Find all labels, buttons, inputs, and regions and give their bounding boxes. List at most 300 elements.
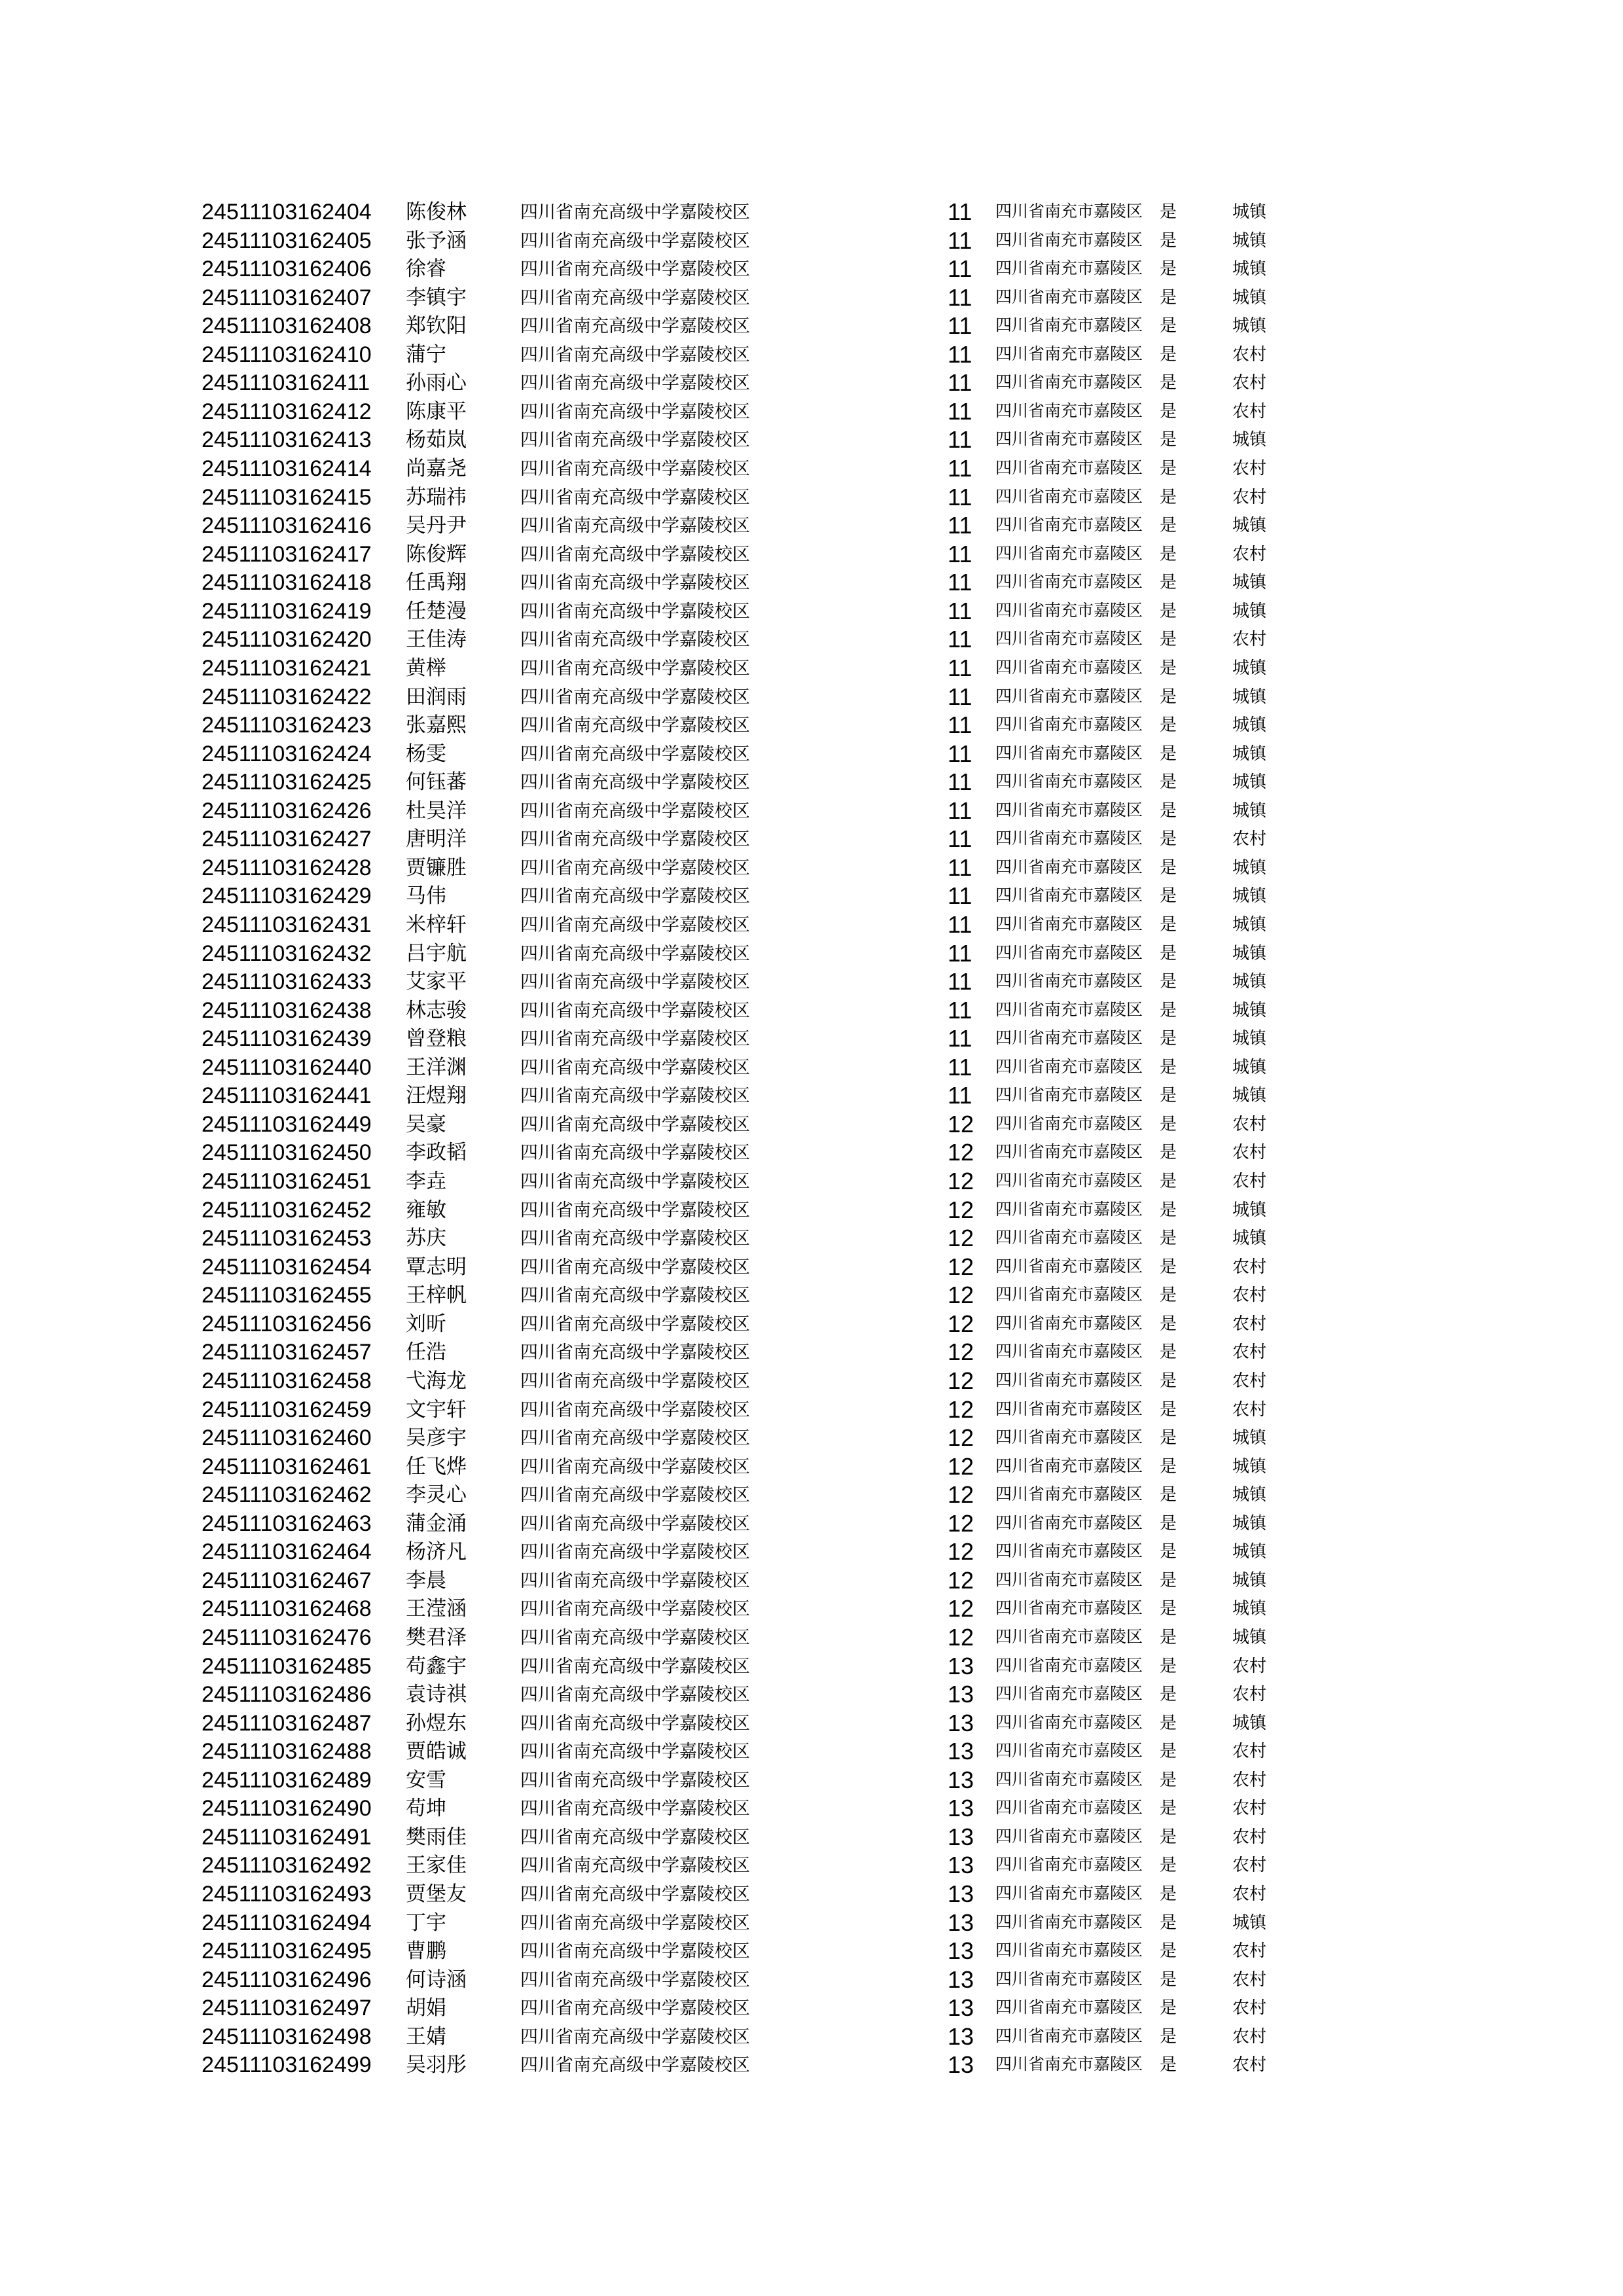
residence-type-cell: 农村 <box>1232 459 1267 478</box>
district-cell: 四川省南充市嘉陵区 <box>995 1856 1143 1874</box>
district-cell: 四川省南充市嘉陵区 <box>995 1770 1143 1789</box>
student-name-cell: 马伟 <box>406 884 446 908</box>
student-name-cell: 苏瑞祎 <box>406 485 467 509</box>
grade-cell: 12 <box>948 1282 974 1309</box>
student-name-cell: 孙雨心 <box>406 371 467 395</box>
exam-number-cell: 24511103162425 <box>202 770 372 795</box>
district-cell: 四川省南充市嘉陵区 <box>995 1086 1143 1105</box>
student-name-cell: 胡娟 <box>406 1996 446 2020</box>
residence-type-cell: 城镇 <box>1232 886 1267 906</box>
exam-number-cell: 24511103162423 <box>202 713 372 738</box>
district-cell: 四川省南充市嘉陵区 <box>995 1429 1143 1447</box>
enrolled-flag-cell: 是 <box>1160 829 1177 849</box>
district-cell: 四川省南充市嘉陵区 <box>995 459 1143 478</box>
table-row <box>0 1851 1623 1880</box>
grade-cell: 11 <box>948 569 972 596</box>
exam-number-cell: 24511103162411 <box>202 370 370 396</box>
district-cell: 四川省南充市嘉陵区 <box>995 516 1143 535</box>
school-cell: 四川省南充高级中学嘉陵校区 <box>520 430 750 450</box>
grade-cell: 11 <box>948 996 972 1024</box>
district-cell: 四川省南充市嘉陵区 <box>995 1913 1143 1931</box>
district-cell: 四川省南充市嘉陵区 <box>995 887 1143 905</box>
table-row <box>0 654 1623 683</box>
residence-type-cell: 农村 <box>1232 2055 1267 2075</box>
exam-number-cell: 24511103162457 <box>202 1340 372 1365</box>
exam-number-cell: 24511103162431 <box>202 912 372 937</box>
grade-cell: 11 <box>948 1082 972 1109</box>
enrolled-flag-cell: 是 <box>1160 658 1177 677</box>
enrolled-flag-cell: 是 <box>1160 1998 1177 2018</box>
district-cell: 四川省南充市嘉陵区 <box>995 1543 1143 1561</box>
table-row <box>0 1594 1623 1623</box>
district-cell: 四川省南充市嘉陵区 <box>995 545 1143 563</box>
enrolled-flag-cell: 是 <box>1160 1799 1177 1818</box>
school-cell: 四川省南充高级中学嘉陵校区 <box>520 202 750 222</box>
table-row <box>0 1880 1623 1909</box>
residence-type-cell: 城镇 <box>1232 1200 1267 1219</box>
exam-number-cell: 24511103162438 <box>202 997 372 1023</box>
enrolled-flag-cell: 是 <box>1160 1428 1177 1448</box>
exam-number-cell: 24511103162414 <box>202 456 372 482</box>
student-name-cell: 张嘉熙 <box>406 713 467 737</box>
exam-number-cell: 24511103162450 <box>202 1140 372 1166</box>
grade-cell: 13 <box>948 1709 974 1736</box>
table-row <box>0 967 1623 996</box>
district-cell: 四川省南充市嘉陵区 <box>995 573 1143 592</box>
enrolled-flag-cell: 是 <box>1160 1599 1177 1619</box>
table-row <box>0 1823 1623 1852</box>
student-name-cell: 田润雨 <box>406 685 467 708</box>
exam-number-cell: 24511103162467 <box>202 1568 372 1593</box>
table-row <box>0 1395 1623 1424</box>
residence-type-cell: 城镇 <box>1232 1542 1267 1562</box>
enrolled-flag-cell: 是 <box>1160 1827 1177 1846</box>
enrolled-flag-cell: 是 <box>1160 373 1177 393</box>
district-cell: 四川省南充市嘉陵区 <box>995 773 1143 791</box>
grade-cell: 12 <box>948 1310 974 1337</box>
district-cell: 四川省南充市嘉陵区 <box>995 858 1143 876</box>
enrolled-flag-cell: 是 <box>1160 1770 1177 1789</box>
exam-number-cell: 24511103162441 <box>202 1083 372 1109</box>
residence-type-cell: 农村 <box>1232 1969 1267 1989</box>
enrolled-flag-cell: 是 <box>1160 459 1177 478</box>
table-row <box>0 1167 1623 1196</box>
enrolled-flag-cell: 是 <box>1160 1656 1177 1676</box>
grade-cell: 12 <box>948 1595 974 1623</box>
school-cell: 四川省南充高级中学嘉陵校区 <box>520 1742 750 1762</box>
table-row <box>0 1138 1623 1167</box>
residence-type-cell: 农村 <box>1232 1285 1267 1305</box>
student-name-cell: 安雪 <box>406 1768 446 1791</box>
table-row <box>0 1281 1623 1310</box>
table-row <box>0 1794 1623 1823</box>
grade-cell: 13 <box>948 2022 974 2050</box>
residence-type-cell: 城镇 <box>1232 287 1267 307</box>
exam-number-cell: 24511103162476 <box>202 1625 372 1650</box>
table-row <box>0 625 1623 654</box>
student-name-cell: 吕宇航 <box>406 941 467 965</box>
school-cell: 四川省南充高级中学嘉陵校区 <box>520 1770 750 1790</box>
table-row <box>0 1110 1623 1139</box>
school-cell: 四川省南充高级中学嘉陵校区 <box>520 544 750 564</box>
residence-type-cell: 农村 <box>1232 1371 1267 1390</box>
residence-type-cell: 城镇 <box>1232 943 1267 963</box>
table-row <box>0 226 1623 255</box>
exam-number-cell: 24511103162497 <box>202 1996 372 2021</box>
enrolled-flag-cell: 是 <box>1160 230 1177 250</box>
student-name-cell: 樊君泽 <box>406 1626 467 1649</box>
grade-cell: 13 <box>948 1795 974 1822</box>
enrolled-flag-cell: 是 <box>1160 687 1177 706</box>
school-cell: 四川省南充高级中学嘉陵校区 <box>520 829 750 850</box>
exam-number-cell: 24511103162406 <box>202 257 372 282</box>
student-name-cell: 林志骏 <box>406 998 467 1022</box>
table-row <box>0 1680 1623 1709</box>
student-name-cell: 雍敏 <box>406 1198 446 1221</box>
residence-type-cell: 城镇 <box>1232 1599 1267 1619</box>
exam-number-cell: 24511103162417 <box>202 541 372 567</box>
enrolled-flag-cell: 是 <box>1160 772 1177 792</box>
student-name-cell: 米梓轩 <box>406 913 467 936</box>
table-row <box>0 797 1623 825</box>
residence-type-cell: 城镇 <box>1232 430 1267 450</box>
grade-cell: 13 <box>948 1909 974 1936</box>
student-name-cell: 任禹翔 <box>406 571 467 594</box>
grade-cell: 11 <box>948 768 972 796</box>
exam-number-cell: 24511103162432 <box>202 941 372 966</box>
enrolled-flag-cell: 是 <box>1160 2026 1177 2046</box>
school-cell: 四川省南充高级中学嘉陵校区 <box>520 886 750 906</box>
grade-cell: 11 <box>948 911 972 938</box>
exam-number-cell: 24511103162454 <box>202 1254 372 1280</box>
enrolled-flag-cell: 是 <box>1160 857 1177 877</box>
school-cell: 四川省南充高级中学嘉陵校区 <box>520 1257 750 1277</box>
exam-number-cell: 24511103162485 <box>202 1653 372 1679</box>
table-row <box>0 939 1623 968</box>
enrolled-flag-cell: 是 <box>1160 544 1177 564</box>
student-name-cell: 任飞烨 <box>406 1454 467 1478</box>
school-cell: 四川省南充高级中学嘉陵校区 <box>520 1685 750 1705</box>
table-row <box>0 853 1623 882</box>
exam-number-cell: 24511103162449 <box>202 1111 372 1137</box>
enrolled-flag-cell: 是 <box>1160 886 1177 906</box>
student-name-cell: 尚嘉尧 <box>406 457 467 480</box>
grade-cell: 11 <box>948 312 972 340</box>
school-cell: 四川省南充高级中学嘉陵校区 <box>520 943 750 963</box>
residence-type-cell: 农村 <box>1232 1172 1267 1191</box>
table-row <box>0 1537 1623 1566</box>
district-cell: 四川省南充市嘉陵区 <box>995 687 1143 706</box>
school-cell: 四川省南充高级中学嘉陵校区 <box>520 1799 750 1819</box>
district-cell: 四川省南充市嘉陵区 <box>995 1514 1143 1532</box>
student-name-cell: 贾堡友 <box>406 1882 467 1906</box>
table-row <box>0 568 1623 597</box>
exam-number-cell: 24511103162415 <box>202 484 372 510</box>
grade-cell: 13 <box>948 2051 974 2079</box>
residence-type-cell: 农村 <box>1232 544 1267 564</box>
district-cell: 四川省南充市嘉陵区 <box>995 288 1143 306</box>
student-name-cell: 王滢涵 <box>406 1597 467 1621</box>
enrolled-flag-cell: 是 <box>1160 1969 1177 1989</box>
district-cell: 四川省南充市嘉陵区 <box>995 716 1143 734</box>
table-row <box>0 483 1623 512</box>
school-cell: 四川省南充高级中学嘉陵校区 <box>520 1827 750 1847</box>
student-name-cell: 李政韬 <box>406 1141 467 1164</box>
residence-type-cell: 城镇 <box>1232 658 1267 677</box>
grade-cell: 11 <box>948 483 972 511</box>
table-row <box>0 1452 1623 1481</box>
table-row <box>0 255 1623 283</box>
student-name-cell: 陈俊林 <box>406 200 467 223</box>
exam-number-cell: 24511103162404 <box>202 200 372 224</box>
district-cell: 四川省南充市嘉陵区 <box>995 1371 1143 1390</box>
residence-type-cell: 城镇 <box>1232 1485 1267 1505</box>
residence-type-cell: 农村 <box>1232 1941 1267 1961</box>
school-cell: 四川省南充高级中学嘉陵校区 <box>520 516 750 536</box>
residence-type-cell: 农村 <box>1232 1314 1267 1333</box>
grade-cell: 12 <box>948 1225 974 1252</box>
school-cell: 四川省南充高级中学嘉陵校区 <box>520 1884 750 1905</box>
student-name-cell: 任浩 <box>406 1340 446 1364</box>
residence-type-cell: 城镇 <box>1232 1229 1267 1248</box>
student-name-cell: 徐睿 <box>406 257 446 281</box>
enrolled-flag-cell: 是 <box>1160 601 1177 620</box>
student-name-cell: 王洋渊 <box>406 1055 467 1079</box>
residence-type-cell: 农村 <box>1232 344 1267 364</box>
enrolled-flag-cell: 是 <box>1160 1485 1177 1505</box>
district-cell: 四川省南充市嘉陵区 <box>995 1685 1143 1704</box>
enrolled-flag-cell: 是 <box>1160 316 1177 336</box>
table-row <box>0 1480 1623 1509</box>
enrolled-flag-cell: 是 <box>1160 1456 1177 1476</box>
grade-cell: 11 <box>948 711 972 739</box>
table-row <box>0 1737 1623 1766</box>
district-cell: 四川省南充市嘉陵区 <box>995 944 1143 962</box>
table-row <box>0 768 1623 797</box>
enrolled-flag-cell: 是 <box>1160 1856 1177 1875</box>
residence-type-cell: 农村 <box>1232 1884 1267 1904</box>
enrolled-flag-cell: 是 <box>1160 630 1177 649</box>
student-name-cell: 弋海龙 <box>406 1369 467 1392</box>
table-row <box>0 1053 1623 1082</box>
district-cell: 四川省南充市嘉陵区 <box>995 2056 1143 2074</box>
table-row <box>0 1623 1623 1652</box>
grade-cell: 12 <box>948 1110 974 1138</box>
table-row <box>0 1965 1623 1994</box>
exam-number-cell: 24511103162492 <box>202 1853 372 1878</box>
grade-cell: 13 <box>948 1738 974 1765</box>
school-cell: 四川省南充高级中学嘉陵校区 <box>520 1485 750 1505</box>
exam-number-cell: 24511103162412 <box>202 399 372 424</box>
residence-type-cell: 城镇 <box>1232 1912 1267 1932</box>
exam-number-cell: 24511103162426 <box>202 798 372 823</box>
district-cell: 四川省南充市嘉陵区 <box>995 317 1143 335</box>
exam-number-cell: 24511103162463 <box>202 1511 372 1536</box>
exam-number-cell: 24511103162498 <box>202 2024 372 2049</box>
exam-number-cell: 24511103162486 <box>202 1682 372 1708</box>
exam-number-cell: 24511103162458 <box>202 1368 372 1393</box>
enrolled-flag-cell: 是 <box>1160 1086 1177 1105</box>
school-cell: 四川省南充高级中学嘉陵校区 <box>520 1172 750 1192</box>
exam-number-cell: 24511103162433 <box>202 969 372 995</box>
residence-type-cell: 城镇 <box>1232 1086 1267 1105</box>
school-cell: 四川省南充高级中学嘉陵校区 <box>520 287 750 308</box>
school-cell: 四川省南充高级中学嘉陵校区 <box>520 259 750 279</box>
district-cell: 四川省南充市嘉陵区 <box>995 374 1143 392</box>
enrolled-flag-cell: 是 <box>1160 1200 1177 1219</box>
district-cell: 四川省南充市嘉陵区 <box>995 658 1143 677</box>
table-row <box>0 1994 1623 2022</box>
district-cell: 四川省南充市嘉陵区 <box>995 1115 1143 1133</box>
student-name-cell: 覃志明 <box>406 1255 467 1278</box>
school-cell: 四川省南充高级中学嘉陵校区 <box>520 1856 750 1876</box>
grade-cell: 12 <box>948 1168 974 1195</box>
school-cell: 四川省南充高级中学嘉陵校区 <box>520 1969 750 1990</box>
exam-number-cell: 24511103162455 <box>202 1283 372 1308</box>
student-name-cell: 李镇宇 <box>406 285 467 309</box>
table-row <box>0 1566 1623 1595</box>
district-cell: 四川省南充市嘉陵区 <box>995 1486 1143 1504</box>
enrolled-flag-cell: 是 <box>1160 972 1177 992</box>
exam-number-cell: 24511103162428 <box>202 855 372 880</box>
residence-type-cell: 城镇 <box>1232 1000 1267 1020</box>
student-name-cell: 孙煜东 <box>406 1711 467 1734</box>
residence-type-cell: 城镇 <box>1232 772 1267 792</box>
grade-cell: 11 <box>948 968 972 996</box>
enrolled-flag-cell: 是 <box>1160 1143 1177 1162</box>
exam-number-cell: 24511103162460 <box>202 1426 372 1451</box>
table-row <box>0 996 1623 1025</box>
district-cell: 四川省南充市嘉陵区 <box>995 1286 1143 1304</box>
grade-cell: 12 <box>948 1139 974 1166</box>
school-cell: 四川省南充高级中学嘉陵校区 <box>520 1314 750 1334</box>
residence-type-cell: 城镇 <box>1232 1057 1267 1077</box>
residence-type-cell: 城镇 <box>1232 601 1267 620</box>
table-row <box>0 1709 1623 1738</box>
residence-type-cell: 城镇 <box>1232 857 1267 877</box>
school-cell: 四川省南充高级中学嘉陵校区 <box>520 1029 750 1049</box>
school-cell: 四川省南充高级中学嘉陵校区 <box>520 1628 750 1647</box>
district-cell: 四川省南充市嘉陵区 <box>995 801 1143 819</box>
district-cell: 四川省南充市嘉陵区 <box>995 1970 1143 1988</box>
enrolled-flag-cell: 是 <box>1160 1884 1177 1904</box>
table-row <box>0 397 1623 426</box>
exam-number-cell: 24511103162422 <box>202 684 372 709</box>
exam-number-cell: 24511103162493 <box>202 1882 372 1907</box>
student-name-cell: 唐明洋 <box>406 827 467 851</box>
district-cell: 四川省南充市嘉陵区 <box>995 1457 1143 1475</box>
student-name-cell: 任楚漫 <box>406 599 467 622</box>
residence-type-cell: 农村 <box>1232 1856 1267 1875</box>
grade-cell: 11 <box>948 540 972 567</box>
grade-cell: 13 <box>948 1937 974 1965</box>
enrolled-flag-cell: 是 <box>1160 1257 1177 1276</box>
district-cell: 四川省南充市嘉陵区 <box>995 1172 1143 1191</box>
grade-cell: 12 <box>948 1253 974 1280</box>
grade-cell: 12 <box>948 1566 974 1594</box>
table-row <box>0 1766 1623 1795</box>
exam-number-cell: 24511103162456 <box>202 1311 372 1336</box>
exam-number-cell: 24511103162461 <box>202 1454 372 1479</box>
grade-cell: 12 <box>948 1538 974 1566</box>
exam-number-cell: 24511103162488 <box>202 1739 372 1765</box>
table-row <box>0 2022 1623 2051</box>
student-name-cell: 何钰蕃 <box>406 770 467 794</box>
exam-number-cell: 24511103162490 <box>202 1796 372 1821</box>
school-cell: 四川省南充高级中学嘉陵校区 <box>520 1456 750 1477</box>
grade-cell: 11 <box>948 255 972 283</box>
school-cell: 四川省南充高级中学嘉陵校区 <box>520 2026 750 2047</box>
table-row <box>0 1509 1623 1538</box>
residence-type-cell: 城镇 <box>1232 573 1267 592</box>
student-name-cell: 刘昕 <box>406 1312 446 1335</box>
school-cell: 四川省南充高级中学嘉陵校区 <box>520 1143 750 1163</box>
grade-cell: 13 <box>948 1823 974 1850</box>
residence-type-cell: 城镇 <box>1232 316 1267 336</box>
exam-number-cell: 24511103162429 <box>202 884 372 909</box>
enrolled-flag-cell: 是 <box>1160 715 1177 735</box>
enrolled-flag-cell: 是 <box>1160 1172 1177 1191</box>
residence-type-cell: 城镇 <box>1232 1456 1267 1476</box>
table-row <box>0 425 1623 454</box>
school-cell: 四川省南充高级中学嘉陵校区 <box>520 1086 750 1106</box>
grade-cell: 11 <box>948 626 972 653</box>
enrolled-flag-cell: 是 <box>1160 287 1177 307</box>
student-name-cell: 吴彦宇 <box>406 1426 467 1450</box>
school-cell: 四川省南充高级中学嘉陵校区 <box>520 630 750 650</box>
student-name-cell: 郑钦阳 <box>406 314 467 338</box>
enrolled-flag-cell: 是 <box>1160 800 1177 820</box>
table-row <box>0 340 1623 369</box>
table-row <box>0 1338 1623 1367</box>
school-cell: 四川省南充高级中学嘉陵校区 <box>520 316 750 336</box>
exam-number-cell: 24511103162468 <box>202 1596 372 1622</box>
district-cell: 四川省南充市嘉陵区 <box>995 431 1143 449</box>
student-name-cell: 杜昊洋 <box>406 798 467 822</box>
student-name-cell: 王婧 <box>406 2024 446 2048</box>
district-cell: 四川省南充市嘉陵区 <box>995 601 1143 620</box>
table-row <box>0 825 1623 853</box>
district-cell: 四川省南充市嘉陵区 <box>995 1314 1143 1333</box>
exam-number-cell: 24511103162440 <box>202 1054 372 1080</box>
exam-number-cell: 24511103162407 <box>202 285 372 310</box>
enrolled-flag-cell: 是 <box>1160 1314 1177 1333</box>
grade-cell: 12 <box>948 1481 974 1509</box>
school-cell: 四川省南充高级中学嘉陵校区 <box>520 715 750 736</box>
school-cell: 四川省南充高级中学嘉陵校区 <box>520 1542 750 1562</box>
student-name-cell: 王佳涛 <box>406 628 467 651</box>
residence-type-cell: 农村 <box>1232 1827 1267 1846</box>
school-cell: 四川省南充高级中学嘉陵校区 <box>520 772 750 793</box>
student-name-cell: 袁诗祺 <box>406 1683 467 1706</box>
residence-type-cell: 城镇 <box>1232 1570 1267 1590</box>
residence-type-cell: 农村 <box>1232 1998 1267 2018</box>
school-cell: 四川省南充高级中学嘉陵校区 <box>520 1570 750 1590</box>
grade-cell: 12 <box>948 1395 974 1423</box>
enrolled-flag-cell: 是 <box>1160 915 1177 934</box>
table-row <box>0 540 1623 569</box>
table-row <box>0 1367 1623 1395</box>
district-cell: 四川省南充市嘉陵区 <box>995 1143 1143 1162</box>
residence-type-cell: 城镇 <box>1232 800 1267 820</box>
district-cell: 四川省南充市嘉陵区 <box>995 1400 1143 1418</box>
exam-number-cell: 24511103162420 <box>202 627 372 653</box>
grade-cell: 11 <box>948 397 972 425</box>
residence-type-cell: 城镇 <box>1232 259 1267 279</box>
student-name-cell: 蒲宁 <box>406 342 446 366</box>
student-name-cell: 王梓帆 <box>406 1283 467 1307</box>
exam-number-cell: 24511103162499 <box>202 2053 372 2078</box>
